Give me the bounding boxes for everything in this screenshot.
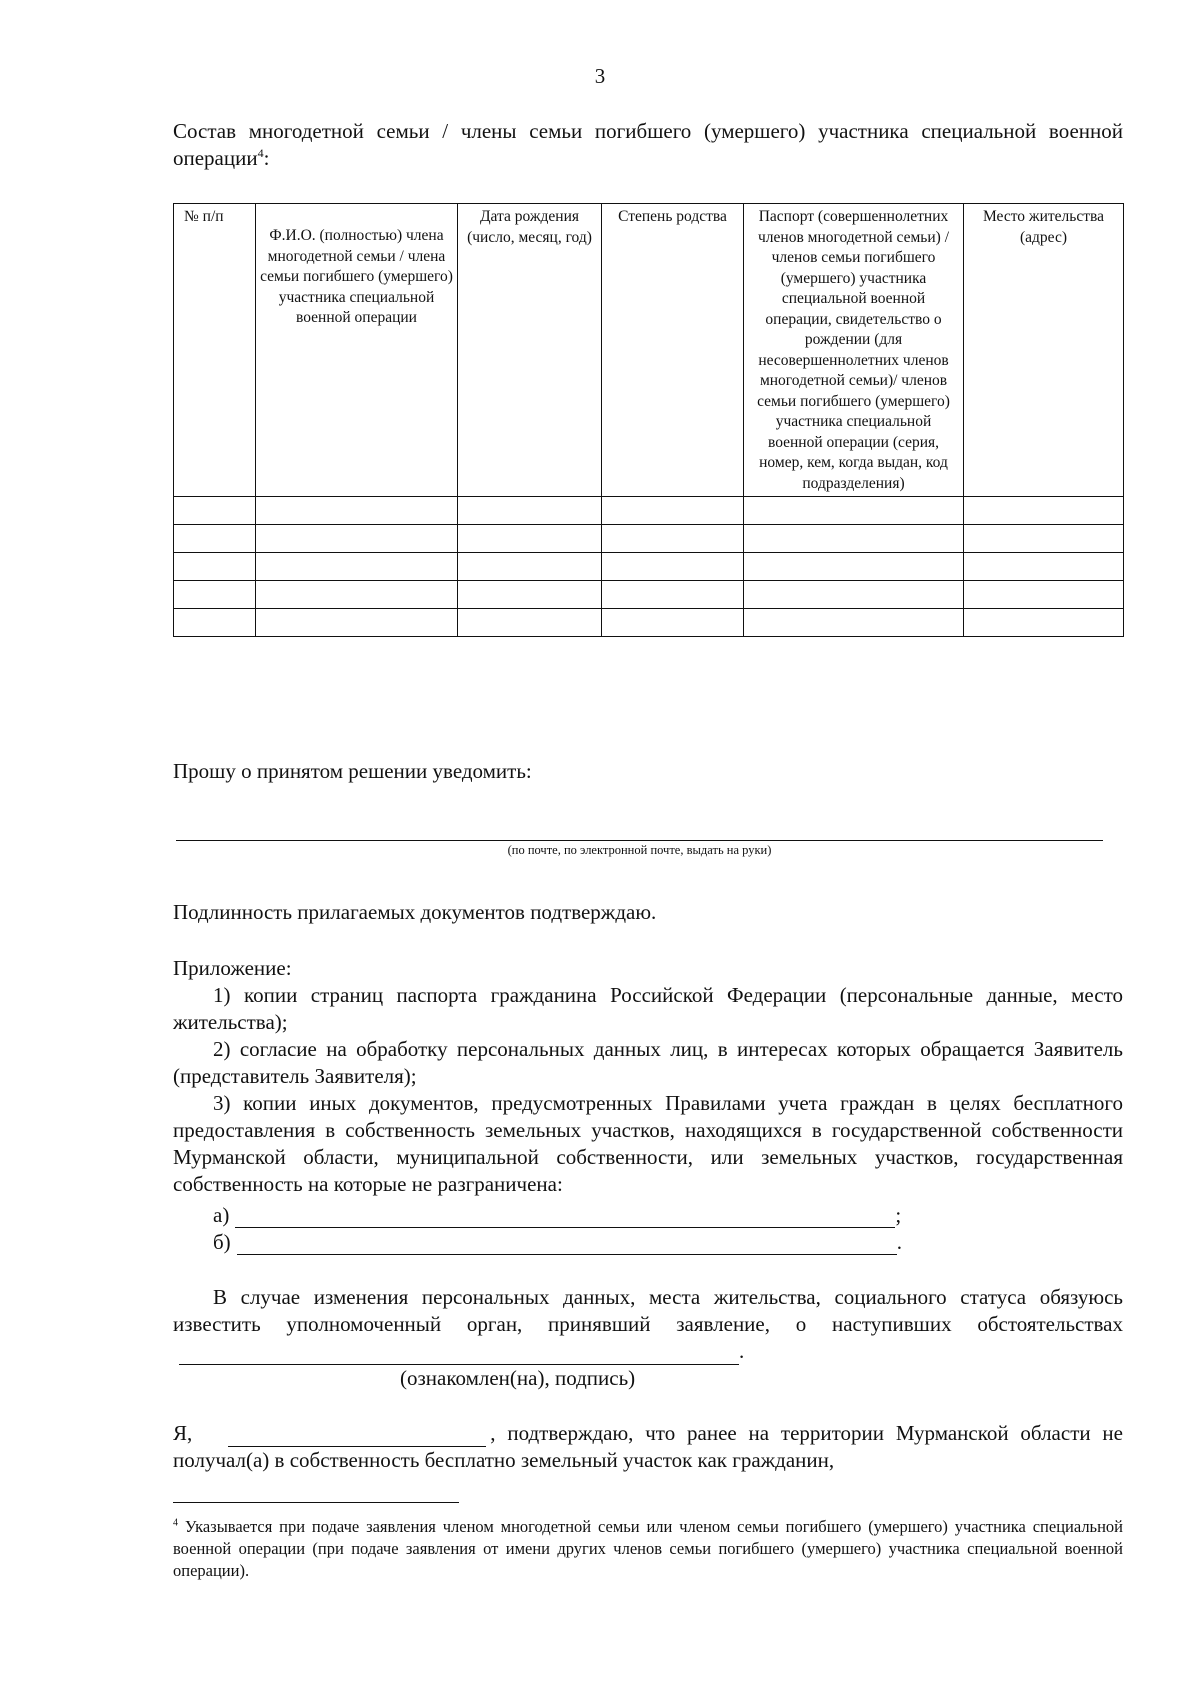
table-row [174, 581, 1124, 609]
table-cell[interactable] [602, 553, 744, 581]
table-cell[interactable] [174, 553, 256, 581]
col-header-relation: Степень родства [602, 204, 744, 497]
table-cell[interactable] [964, 609, 1124, 637]
section-heading [173, 118, 1123, 172]
section-heading-colon: : [263, 146, 270, 170]
confirmation-statement [173, 1420, 1123, 1474]
attachment-item-2-text: 2) согласие на обработку персональных данных лиц, в интересах которых обращается Заявитель (представитель Заявителя); [173, 1037, 1123, 1088]
col-header-fio-text: Ф.И.О. (полностью) члена многодетной семьи / члена семьи погибшего (умершего) участника специальной военной операции [260, 227, 453, 326]
table-cell[interactable] [602, 497, 744, 525]
col-header-passport: Паспорт (совершеннолетних членов многодетной семьи) / членов семьи погибшего (умершего) участника специальной военной операции, свидетельство о рождении (для несовершеннолетних членов многодетной семьи)/ членов семьи погибшего (умершего) участника специальной военной операции (серия, номер, кем, когда выдан, код подразделения) [744, 204, 964, 497]
table-cell[interactable] [174, 525, 256, 553]
applicant-name-field[interactable] [228, 1424, 486, 1447]
family-members-table [173, 203, 1124, 637]
table-cell[interactable] [602, 609, 744, 637]
footnote-ref: 4 [257, 146, 264, 160]
table-header-row [174, 204, 1124, 497]
table-cell[interactable] [458, 553, 602, 581]
footnote-text: Указывается при подаче заявления членом многодетной семьи или членом семьи погибшего (умершего) участника специальной военной операции (при подаче заявления от имени других членов семьи погибшего (умершего) участника специальной военной операции). [173, 1517, 1123, 1580]
footnote [173, 1516, 1123, 1582]
table-cell[interactable] [458, 581, 602, 609]
table-cell[interactable] [744, 609, 964, 637]
attachment-line-a-end: ; [895, 1203, 902, 1227]
table-cell[interactable] [174, 609, 256, 637]
col-header-residence: Место жительства (адрес) [964, 204, 1124, 497]
table-cell[interactable] [256, 553, 458, 581]
col-header-number: № п/п [174, 204, 256, 497]
attachment-line-b-field[interactable] [237, 1232, 897, 1255]
notify-method-caption: (по почте, по электронной почте, выдать на руки) [507, 843, 772, 857]
table-cell[interactable] [458, 609, 602, 637]
attachment-line-b-end: . [896, 1230, 902, 1254]
notify-request-text: Прошу о принятом решении уведомить: [173, 759, 532, 783]
attachment-line-b-label: б) [213, 1230, 231, 1254]
table-cell[interactable] [964, 581, 1124, 609]
table-cell[interactable] [174, 497, 256, 525]
attachment-line-a [213, 1203, 901, 1228]
table-cell[interactable] [744, 553, 964, 581]
attachment-line-a-label: а) [213, 1203, 230, 1227]
table-cell[interactable] [964, 553, 1124, 581]
col-header-fio [256, 204, 458, 497]
attachment-line-b [213, 1230, 902, 1255]
table-cell[interactable] [602, 525, 744, 553]
attachment-item-1-text: 1) копии страниц паспорта гражданина Российской Федерации (персональные данные, место жительства); [173, 983, 1123, 1034]
change-notice-end: . [739, 1339, 745, 1363]
table-cell[interactable] [602, 581, 744, 609]
footnote-mark: 4 [173, 1517, 178, 1529]
col-header-birth-date: Дата рождения (число, месяц, год) [458, 204, 602, 497]
section-heading-text: Состав многодетной семьи / члены семьи погибшего (умершего) участника специальной военной операции [173, 119, 1123, 170]
table-cell[interactable] [256, 525, 458, 553]
footnote-divider [173, 1502, 459, 1503]
signature-caption: (ознакомлен(на), подпись) [400, 1366, 636, 1390]
authenticity-statement: Подлинность прилагаемых документов подтверждаю. [173, 900, 657, 924]
change-notice [173, 1284, 1123, 1365]
page-number: 3 [594, 64, 606, 88]
table-row [174, 609, 1124, 637]
table-cell[interactable] [744, 581, 964, 609]
confirmation-start: Я, [173, 1421, 193, 1445]
table-cell[interactable] [964, 497, 1124, 525]
attachment-item-1 [173, 982, 1123, 1036]
attachments-label: Приложение: [173, 956, 292, 980]
table-cell[interactable] [964, 525, 1124, 553]
table-cell[interactable] [744, 525, 964, 553]
table-cell[interactable] [174, 581, 256, 609]
table-cell[interactable] [744, 497, 964, 525]
confirmation-rest: , подтверждаю, что ранее на территории Мурманской области не получал(а) в собственность бесплатно земельный участок как гражданин, [173, 1421, 1123, 1472]
table-cell[interactable] [256, 497, 458, 525]
table-cell[interactable] [458, 497, 602, 525]
attachment-item-3-text: 3) копии иных документов, предусмотренных Правилами учета граждан в целях бесплатного предоставления в собственность земельных участков, находящихся в государственной собственности Мурманской области, муниципальной собственности, или земельных участков, государственная собственность на которые не разграничена: [173, 1091, 1123, 1196]
change-notice-text: В случае изменения персональных данных, места жительства, социального статуса обязуюсь известить уполномоченный орган, принявший заявление, о наступивших обстоятельствах [173, 1285, 1123, 1336]
table-cell[interactable] [256, 581, 458, 609]
table-cell[interactable] [256, 609, 458, 637]
notify-method-line[interactable] [176, 840, 1103, 841]
table-row [174, 497, 1124, 525]
attachment-line-a-field[interactable] [235, 1205, 895, 1228]
attachment-item-3 [173, 1090, 1123, 1198]
attachment-item-2 [173, 1036, 1123, 1090]
acknowledgement-signature-field[interactable] [179, 1342, 739, 1365]
table-row [174, 525, 1124, 553]
table-cell[interactable] [458, 525, 602, 553]
table-row [174, 553, 1124, 581]
